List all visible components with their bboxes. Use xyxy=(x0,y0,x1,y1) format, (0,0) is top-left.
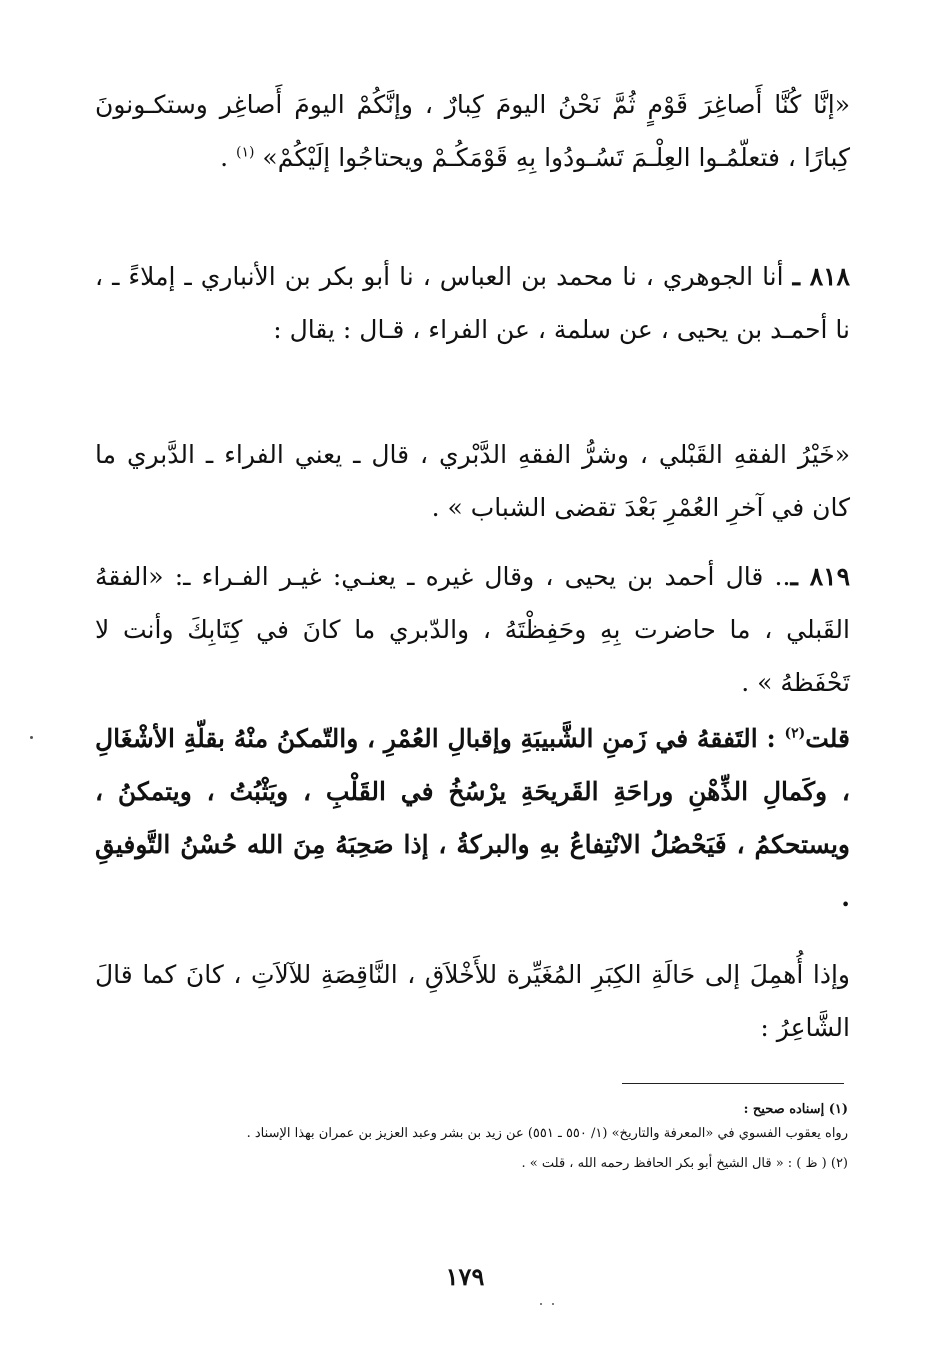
scan-speck xyxy=(552,1303,554,1305)
page-number: ١٧٩ xyxy=(445,1262,485,1291)
scan-speck xyxy=(540,1303,542,1305)
paragraph-text: : التَفقهُ في زَمنِ الشَّبيبَةِ وإقبالِ العُمْرِ ، والتّمكنُ منْهُ بقلّةِ الأشْغَالِ ، وكَمالِ الذِّهْنِ وراحَةِ القَريحَةِ يرْسُخُ في القَلْبِ ، ويَثْبُتُ ، ويتمكنُ ، ويستحكمُ ، فَيَحْصُلُ الانْتِفاعُ بهِ والبركةُ ، إذا صَحِبَهُ مِنَ الله حُسْنُ التَّوفيقِ . xyxy=(95,724,850,912)
footnote-1-title: (١) إسناده صحيح : xyxy=(743,1102,848,1117)
paragraph-819 xyxy=(95,550,850,709)
paragraph-text: .. قال أحمد بن يحيى ، وقال غيره ـ يعنـي: غيـر الفـراء ـ: «الفقهُ القَبلي ، ما حاضرت بِهِ وحَفِظْتَهُ ، والدّبري ما كانَ في كِتَابِكَ وأنت لا تَحْفَظهُ » . xyxy=(95,562,850,697)
paragraph-end: . xyxy=(220,143,236,172)
footnotes-section xyxy=(100,1098,848,1176)
paragraph-old-age xyxy=(95,948,850,1054)
paragraph-quote-youth xyxy=(95,78,850,184)
paragraph-commentary xyxy=(95,712,850,924)
paragraph-lead: قلت xyxy=(805,724,850,753)
paragraph-text: وإذا أُهمِلَ إلى حَالَةِ الكِبَرِ المُغَيِّرة للأَخْلاَقِ ، النَّاقِصَةِ للآلاَتِ ، كانَ كما قالَ الشَّاعِرُ : xyxy=(95,960,850,1042)
footnote-ref-2: (٢) xyxy=(784,725,806,742)
paragraph-text: «إنَّا كُنَّا أَصاغِرَ قَوْمٍ ثُمَّ نَحْنُ اليومَ كِبارٌ ، وإنَّكُمْ اليومَ أَصاغِر وستكـونونَ كِبارًا ، فتعلّمُـوا العِلْـمَ تَسُـودُوا بِهِ قَوْمَكُـمْ ويحتاجُوا إلَيْكُمْ» xyxy=(95,90,850,172)
narration-number: ٨١٨ ـ xyxy=(792,262,850,291)
footnote-ref-1: (١) xyxy=(235,144,255,161)
narration-number: ٨١٩ ـ xyxy=(790,562,851,591)
paragraph-text: أنا الجوهري ، نا محمد بن العباس ، نا أبو بكر بن الأنباري ـ إملاءً ـ ، نا أحمـد بن يحيى ، عن سلمة ، عن الفراء ، قـال : يقال : xyxy=(95,262,850,344)
footnote-divider xyxy=(622,1083,844,1084)
scan-speck xyxy=(30,736,33,739)
paragraph-quote-fiqh xyxy=(95,428,850,534)
footnote-1-text: رواه يعقوب الفسوي في «المعرفة والتاريخ» (١/ ٥٥٠ ـ ٥٥١) عن زيد بن بشر وعبد العزيز بن عمران بهذا الإسناد . xyxy=(246,1126,848,1141)
paragraph-818 xyxy=(95,250,850,356)
footnote-2-text: (٢) ( ظ ) : « قال الشيخ أبو بكر الحافظ رحمه الله ، قلت » . xyxy=(521,1156,848,1171)
paragraph-text: «خَيْرُ الفقهِ القَبْلي ، وشرُّ الفقهِ الدَّبْري ، قال ـ يعني الفراء ـ الدَّبري ما كان في آخرِ العُمْرِ بَعْدَ تقضى الشباب » . xyxy=(95,440,850,522)
